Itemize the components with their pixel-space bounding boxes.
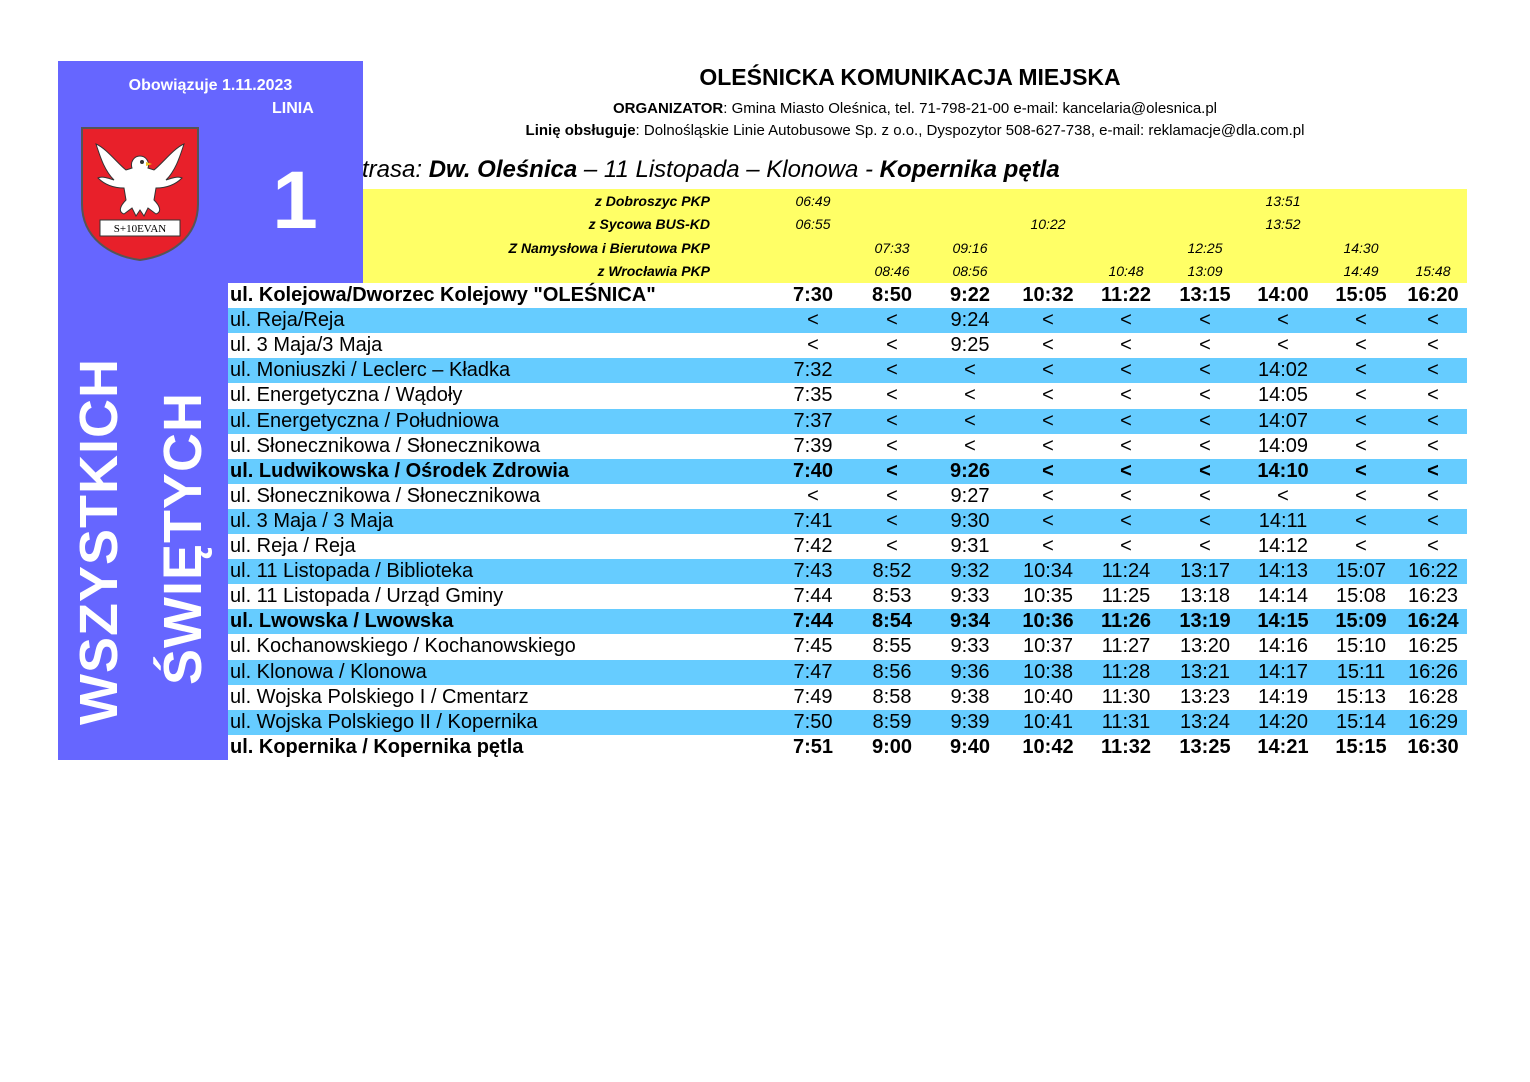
valid-from-date: Obowiązuje 1.11.2023 — [128, 77, 293, 94]
departure-time: 16:24 — [1407, 610, 1459, 633]
table-row — [228, 685, 1467, 710]
table-row — [228, 609, 1467, 634]
departure-time: < — [1427, 384, 1439, 407]
departure-time: < — [807, 309, 819, 332]
stop-name: ul. Słonecznikowa / Słonecznikowa — [230, 434, 541, 457]
departure-time: 10:40 — [1022, 685, 1074, 708]
departure-time: < — [1427, 359, 1439, 382]
departure-time: 14:00 — [1257, 284, 1309, 306]
stop-name: ul. Wojska Polskiego II / Kopernika — [230, 710, 538, 733]
departure-time: 7:47 — [793, 660, 833, 683]
departure-time: 9:27 — [950, 484, 990, 507]
page-title: OLEŚNICKA KOMUNIKACJA MIEJSKA — [699, 64, 1121, 90]
table-row — [228, 358, 1467, 383]
departure-time: 9:33 — [950, 635, 990, 658]
departure-time: 8:50 — [871, 284, 913, 306]
departure-time: 7:37 — [793, 409, 833, 432]
departure-time: < — [1199, 459, 1211, 482]
departure-time: 8:55 — [872, 635, 912, 658]
departure-time: 13:17 — [1179, 560, 1231, 583]
departure-time: < — [886, 384, 898, 407]
table-row — [228, 459, 1467, 484]
connection-time: 15:48 — [1415, 263, 1451, 279]
departure-time: 7:49 — [793, 685, 833, 708]
departure-time: < — [1042, 535, 1054, 557]
departure-time: 13:25 — [1179, 735, 1231, 758]
departure-time: < — [1427, 409, 1439, 432]
table-row — [228, 434, 1467, 459]
connection-time: 13:09 — [1187, 263, 1223, 279]
departure-time: 13:24 — [1179, 710, 1231, 733]
departure-time: < — [1042, 459, 1054, 482]
departure-time: < — [1355, 384, 1367, 407]
departure-time: 14:17 — [1257, 660, 1309, 683]
side-text-swietych: ŚWIĘTYCH — [153, 391, 213, 685]
departure-time: < — [1120, 384, 1132, 407]
table-row — [228, 660, 1467, 685]
departure-time: 13:20 — [1179, 635, 1231, 658]
departure-time: 13:18 — [1179, 585, 1231, 608]
departure-time: < — [1199, 409, 1211, 432]
stop-name: ul. Słonecznikowa / Słonecznikowa — [230, 484, 541, 507]
departure-time: 11:31 — [1101, 710, 1151, 733]
departure-time: < — [886, 334, 898, 357]
route-prefix: trasa: — [362, 156, 429, 183]
departure-time: < — [1042, 434, 1054, 457]
departure-time: 8:52 — [872, 560, 912, 583]
departure-time: 15:10 — [1335, 635, 1387, 658]
departure-time: < — [1120, 409, 1132, 432]
connection-time: 09:16 — [952, 240, 988, 256]
departure-time: < — [807, 334, 819, 357]
departure-time: 16:26 — [1407, 660, 1459, 683]
departure-time: 16:20 — [1407, 284, 1459, 306]
line-label: LINIA — [272, 100, 314, 117]
departure-time: < — [1355, 434, 1367, 457]
departure-time: 16:22 — [1407, 560, 1459, 583]
departure-time: 15:14 — [1335, 710, 1387, 733]
connection-time: 08:46 — [874, 263, 910, 279]
departure-time: 10:38 — [1022, 660, 1074, 683]
departure-time: 7:39 — [793, 434, 833, 457]
departure-time: < — [886, 359, 898, 382]
departure-time: 15:09 — [1335, 610, 1387, 633]
departure-time: 10:41 — [1022, 710, 1074, 733]
departure-time: 11:30 — [1101, 685, 1151, 708]
departure-time: 8:53 — [872, 585, 912, 608]
departure-time: 9:38 — [950, 685, 990, 708]
connection-time: 10:22 — [1030, 216, 1066, 232]
departure-time: 15:05 — [1335, 284, 1387, 306]
table-row — [228, 333, 1467, 358]
departure-time: 13:23 — [1179, 685, 1231, 708]
table-row — [228, 308, 1467, 333]
organizer-label: ORGANIZATOR — [612, 100, 724, 117]
departure-time: < — [886, 484, 898, 507]
departure-time: < — [886, 309, 898, 332]
departure-time: 9:30 — [950, 509, 990, 532]
departure-time: < — [886, 459, 898, 482]
connection-source: z Sycowa BUS-KD — [588, 216, 710, 232]
departure-time: 8:54 — [871, 610, 913, 633]
departure-time: < — [1355, 535, 1367, 557]
departure-time: 9:33 — [950, 585, 990, 608]
departure-time: 15:15 — [1335, 735, 1387, 758]
departure-time: < — [1355, 484, 1367, 507]
departure-time: < — [1120, 309, 1132, 332]
departure-time: 7:35 — [793, 384, 833, 407]
departure-time: < — [1199, 359, 1211, 382]
operator-label: Linię obsługuje — [525, 122, 636, 139]
departure-time: < — [1042, 384, 1054, 407]
stop-name: ul. Kopernika / Kopernika pętla — [230, 735, 524, 758]
departure-time: < — [886, 509, 898, 532]
departure-time: 11:24 — [1101, 560, 1151, 583]
departure-time: < — [1042, 309, 1054, 332]
departure-time: 9:32 — [950, 560, 990, 583]
connection-time: 14:30 — [1343, 240, 1379, 256]
connection-time: 13:52 — [1265, 216, 1301, 232]
departure-time: 14:15 — [1257, 610, 1309, 633]
departure-time: 14:16 — [1257, 635, 1309, 658]
departure-time: 7:41 — [793, 509, 833, 532]
stop-name: ul. 11 Listopada / Biblioteka — [230, 560, 474, 583]
departure-time: < — [1355, 509, 1367, 532]
departure-time: 7:45 — [793, 635, 833, 658]
departure-time: 7:43 — [793, 560, 833, 583]
connection-time: 06:49 — [795, 193, 831, 209]
departure-time: < — [1427, 484, 1439, 507]
connection-time: 12:25 — [1187, 240, 1223, 256]
departure-time: < — [1427, 509, 1439, 532]
departure-time: < — [964, 384, 976, 407]
departure-time: 15:07 — [1335, 560, 1387, 583]
departure-time: < — [1199, 434, 1211, 457]
departure-time: 9:26 — [949, 459, 991, 482]
stop-name: ul. 3 Maja / 3 Maja — [230, 509, 394, 532]
departure-time: 9:36 — [950, 660, 990, 683]
stop-name: ul. Kochanowskiego / Kochanowskiego — [230, 635, 576, 658]
departure-time: < — [964, 434, 976, 457]
departure-time: 14:10 — [1257, 459, 1309, 482]
departure-time: < — [964, 409, 976, 432]
stop-name: ul. Energetyczna / Wądoły — [230, 384, 463, 407]
departure-time: 14:20 — [1257, 710, 1309, 733]
organizer-line — [370, 100, 1460, 117]
departure-time: < — [1120, 484, 1132, 507]
departure-time: < — [1042, 334, 1054, 357]
departure-time: 16:29 — [1407, 710, 1459, 733]
stop-name: ul. 3 Maja/3 Maja — [230, 334, 383, 357]
departure-time: 10:35 — [1022, 585, 1074, 608]
departure-time: 11:32 — [1100, 735, 1152, 758]
departure-time: < — [1427, 434, 1439, 457]
departure-time: < — [1277, 334, 1289, 357]
departure-time: < — [1120, 334, 1132, 357]
line-number: 1 — [272, 155, 318, 246]
departure-time: 14:02 — [1257, 359, 1309, 382]
departure-time: 7:50 — [793, 710, 833, 733]
departure-time: < — [1042, 359, 1054, 382]
departure-time: < — [1042, 484, 1054, 507]
table-row — [228, 283, 1467, 308]
departure-time: 9:31 — [950, 535, 990, 557]
side-text-wszystkich: WSZYSTKICH — [69, 358, 129, 725]
departure-time: < — [1042, 509, 1054, 532]
departure-time: 16:30 — [1407, 735, 1459, 758]
departure-time: 7:51 — [792, 735, 834, 758]
departure-time: < — [1355, 409, 1367, 432]
departure-time: 14:19 — [1257, 685, 1309, 708]
departure-time: < — [964, 359, 976, 382]
departure-time: 9:39 — [950, 710, 990, 733]
operator-text: : Dolnośląskie Linie Autobusowe Sp. z o.o., Dyspozytor 508-627-738, e-mail: reklamacje@dla.com.pl — [635, 122, 1305, 139]
departure-time: 11:28 — [1101, 660, 1151, 683]
connection-time: 08:56 — [952, 263, 988, 279]
stop-name: ul. Kolejowa/Dworzec Kolejowy "OLEŚNICA" — [230, 284, 656, 306]
connection-time: 07:33 — [874, 240, 910, 256]
stop-name: ul. 11 Listopada / Urząd Gminy — [230, 585, 504, 608]
departure-time: 10:36 — [1022, 610, 1074, 633]
departure-time: 14:05 — [1257, 384, 1309, 407]
departure-time: 14:11 — [1258, 509, 1308, 532]
departure-time: < — [1120, 434, 1132, 457]
departure-time: 13:15 — [1179, 284, 1231, 306]
departure-time: < — [1120, 509, 1132, 532]
departure-time: 10:37 — [1022, 635, 1074, 658]
stop-name: ul. Wojska Polskiego I / Cmentarz — [230, 685, 529, 708]
departure-time: 16:28 — [1407, 685, 1459, 708]
departure-time: < — [1199, 484, 1211, 507]
departure-time: 9:34 — [949, 610, 991, 633]
departure-time: 16:25 — [1407, 635, 1459, 658]
departure-time: < — [1355, 334, 1367, 357]
departure-time: 16:23 — [1407, 585, 1459, 608]
departure-time: 9:24 — [950, 309, 990, 332]
departure-time: 14:14 — [1257, 585, 1309, 608]
table-row — [228, 584, 1467, 609]
departure-time: 13:19 — [1179, 610, 1231, 633]
departure-time: < — [807, 484, 819, 507]
departure-time: < — [1042, 409, 1054, 432]
departure-time: < — [1199, 384, 1211, 407]
coat-ribbon-text: S+10EVAN — [113, 223, 167, 235]
departure-time: < — [1199, 535, 1211, 557]
connection-time: 14:49 — [1343, 263, 1379, 279]
connection-source: z Wrocławia PKP — [597, 263, 710, 279]
departure-time: < — [1120, 459, 1132, 482]
departure-time: < — [1427, 334, 1439, 357]
departure-time: < — [1277, 484, 1289, 507]
table-row — [228, 735, 1467, 760]
route-end: Kopernika pętla — [879, 156, 1060, 183]
departure-time: < — [886, 535, 898, 557]
departure-time: 11:26 — [1100, 610, 1152, 633]
stop-name: ul. Klonowa / Klonowa — [230, 660, 427, 683]
connection-time: 06:55 — [795, 216, 831, 232]
departure-time: < — [1355, 359, 1367, 382]
departure-time: 7:32 — [793, 359, 833, 382]
departure-time: 10:32 — [1022, 284, 1074, 306]
departure-time: < — [1199, 509, 1211, 532]
connection-time: 10:48 — [1108, 263, 1144, 279]
departure-time: < — [1199, 309, 1211, 332]
stop-name: ul. Reja / Reja — [230, 535, 356, 557]
stop-name: ul. Ludwikowska / Ośrodek Zdrowia — [230, 459, 569, 482]
departure-time: 10:42 — [1022, 735, 1074, 758]
table-row — [228, 409, 1467, 434]
departure-time: 11:27 — [1101, 635, 1151, 658]
departure-time: < — [1277, 309, 1289, 332]
departure-time: 9:22 — [949, 284, 991, 306]
coat-of-arms-icon — [80, 126, 200, 262]
departure-time: 10:34 — [1022, 560, 1074, 583]
departure-time: 8:59 — [872, 710, 912, 733]
route-line — [362, 156, 1060, 184]
departure-time: 14:21 — [1257, 735, 1309, 758]
departure-time: < — [1427, 535, 1439, 557]
departure-time: 8:58 — [872, 685, 912, 708]
stop-name: ul. Moniuszki / Leclerc – Kładka — [230, 359, 511, 382]
departure-time: < — [886, 434, 898, 457]
departure-time: 9:00 — [871, 735, 913, 758]
table-row — [228, 484, 1467, 509]
departure-time: 15:08 — [1335, 585, 1387, 608]
table-row — [228, 383, 1467, 408]
departure-time: < — [1199, 334, 1211, 357]
departure-time: 14:13 — [1257, 560, 1309, 583]
table-row — [228, 509, 1467, 534]
table-row — [228, 634, 1467, 659]
departure-time: < — [1427, 309, 1439, 332]
departure-time: < — [1355, 309, 1367, 332]
departure-time: 9:40 — [949, 735, 991, 758]
connection-time: 13:51 — [1265, 193, 1301, 209]
departure-time: 9:25 — [950, 334, 990, 357]
operator-line — [370, 122, 1460, 139]
table-row — [228, 710, 1467, 735]
connection-source: Z Namysłowa i Bierutowa PKP — [508, 240, 710, 256]
departure-time: 11:22 — [1100, 284, 1152, 306]
departure-time: 7:42 — [793, 535, 833, 557]
departure-time: 14:12 — [1257, 535, 1309, 557]
departure-time: 15:11 — [1336, 660, 1386, 683]
route-middle: – 11 Listopada – Klonowa - — [577, 156, 880, 183]
stop-name: ul. Lwowska / Lwowska — [230, 610, 454, 633]
departure-time: < — [886, 409, 898, 432]
stop-name: ul. Energetyczna / Południowa — [230, 409, 500, 432]
connection-source: z Dobroszyc PKP — [594, 193, 710, 209]
departure-time: < — [1120, 359, 1132, 382]
route-start: Dw. Oleśnica — [428, 156, 578, 183]
departure-time: 8:56 — [872, 660, 912, 683]
departure-time: 14:07 — [1257, 409, 1309, 432]
organizer-text: : Gmina Miasto Oleśnica, tel. 71-798-21-00 e-mail: kancelaria@olesnica.pl — [723, 100, 1218, 117]
table-row — [228, 534, 1467, 559]
departure-time: 7:44 — [793, 585, 833, 608]
departure-time: 15:13 — [1335, 685, 1387, 708]
table-row — [228, 559, 1467, 584]
departure-time: 7:30 — [792, 284, 834, 306]
departure-time: 11:25 — [1101, 585, 1151, 608]
departure-time: 7:40 — [792, 459, 834, 482]
departure-time: < — [1427, 459, 1439, 482]
departure-time: 14:09 — [1257, 434, 1309, 457]
departure-time: 7:44 — [792, 610, 834, 633]
departure-time: < — [1120, 535, 1132, 557]
departure-time: < — [1355, 459, 1367, 482]
departure-time: 13:21 — [1179, 660, 1231, 683]
stop-name: ul. Reja/Reja — [230, 309, 345, 332]
